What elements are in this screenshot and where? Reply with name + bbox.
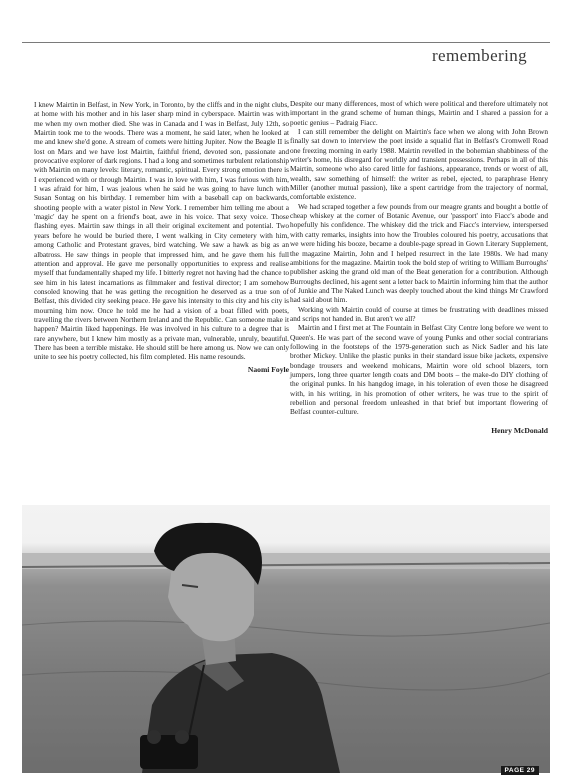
tribute-paragraph: I knew Mairtin in Belfast, in New York, in Toronto, by the cliffs and in the night clubs, at home with his mother and in his laser sharp mind in cyberspace. Mairtin was with me when my own mother died. She was in Canada and I was in Belfast, July 12th, so Mairtin took me to the woods. There was a moment, he said later, when he looked at me and knew she'd gone. A stream of comets were hitting Jupiter. Now the Beagle II is lost on Mars and we have lost Mairtin, faithful friend, devoted son, passionate and provocative explorer of dark regions. I had a long and sometimes turbulent relationship with Mairtin on many levels: literary, romantic, spiritual. Every strong emotion there is I experienced with or through Mairtin. I was in love with him, I was furious with him, I was afraid for him, I was jealous when he said he was going to have lunch with Susan Sontag on his birthday. I remember him with a baseball cap on backwards, shooting people with a water pistol in New York. I remember him telling me about a 'magic' day he spent on a friend's boat, awe in his voice. That sexy voice. Those flashing eyes. Mairtin saw things in all their original excitement and potential. Two years before he would be buried there, I went walking in City cemetery with him, among Catholic and Protestant graves, bird watching. We saw a hawk as big as an albatross. He saw things in people that impressed him, and he gave them his full attention and approval. He gave me personally opportunities to express and realise myself that fundamentally shaped my life. I bitterly regret not having had the chance to see him in his latest incarnations as filmmaker and festival director; I am somehow consoled knowing that he was getting the recognition he deserved as a true son of Belfast, this divided city seeking peace. He gave his intensity to this city and his city is mourning him now. Once he told me he had a vision of a boat filled with poets, travelling the rivers between Northern Ireland and the Republic. Can someone make it happen? Mairtin liked happenings. He was involved in his culture to a degree that is rare anywhere, but I knew him mostly as a private man, vulnerable, unruly, beautiful. There has been a terrible mistake. He should still be here among us. Now we can only unite to see his poetry collected, his film completed. His name resounds. (34, 100, 289, 362)
left-column (34, 100, 289, 374)
section-title: remembering (431, 46, 527, 65)
byline-henry-mcdonald: Henry McDonald (491, 425, 548, 435)
byline-naomi-foyle: Naomi Foyle (247, 364, 289, 374)
page-number-badge: PAGE 29 (501, 766, 539, 775)
tribute-paragraph: I can still remember the delight on Mairtin's face when we along with John Brown finally sat down to interview the poet inside a squalid flat in Belfast's Cromwell Road one freezing morning in early 1988. Mairtin revelled in the bohemian shabbiness of the writer's home, his disregard for worldly and transient possessions. Perhaps in all of this Mairtin, someone who also cared little for fashions, appearance, trends or worst of all, wealth, saw something of himself: the writer as rebel, ejected, to paraphrase Henry Miller (another mutual passion), like a spent cartridge from the trajectory of normal, comfortable existence. (290, 127, 548, 202)
tribute-paragraph: We had scraped together a few pounds from our meagre grants and bought a bottle of cheap whiskey at the corner of Botanic Avenue, our 'passport' into Fiacc's abode and hopefully his confidence. The whiskey did the trick and Fiacc's interview, interspersed with catty remarks, insights into how the Troubles coloured his poetry, accusations that we were hiding his booze, became a double-page spread in Gown Literary Supplement, the magazine Mairtin, John and I helped resurrect in the late 1980s. We had many ambitions for the magazine. Mairtin took the bold step of writing to William Burroughs' publisher asking the grand old man of the Beat generation for a contribution. Although Burroughs declined, his agent sent a letter back to Mairtin informing him that the author of Junkie and The Naked Lunch was deeply touched about the kind things Mr Crawford had said about him. (290, 201, 548, 305)
portrait-photo (22, 505, 550, 773)
portrait-illustration (22, 505, 550, 773)
binocular-lens (175, 730, 189, 744)
tribute-paragraph: Despite our many differences, most of which were political and therefore ultimately not important in the grand scheme of human things, Mairtin and I shared a passion for a poetic genius – Padraig Fiacc. (290, 99, 548, 127)
tribute-paragraph: Working with Mairtin could of course at times be frustrating with deadlines missed and scrips not handed in. But aren't we all? (290, 304, 548, 323)
right-column (290, 99, 548, 435)
binocular-lens (147, 730, 161, 744)
header-rule (22, 42, 550, 43)
tribute-paragraph: Mairtin and I first met at The Fountain in Belfast City Centre long before we went to Queen's. He was part of the second wave of young Punks and other social contrarians following in the footsteps of the 1979-generation such as Nick Sadler and his late brother Mickey. Unlike the plastic punks in their standard issue bike jackets, expensive bondage trousers and weekend mohicans, Mairtin wore old school blazers, torn jumpers, long three quarter length coats and DM boots – the make-do DIY clothing of the original punks. In his hangdog image, in his toleration of even those he disagreed with, in his writing, in his promotion of other writers, he was true to the spirit of rebellion and personal freedom unleashed in that brief but important flowering of Belfast counter-culture. (290, 323, 548, 417)
